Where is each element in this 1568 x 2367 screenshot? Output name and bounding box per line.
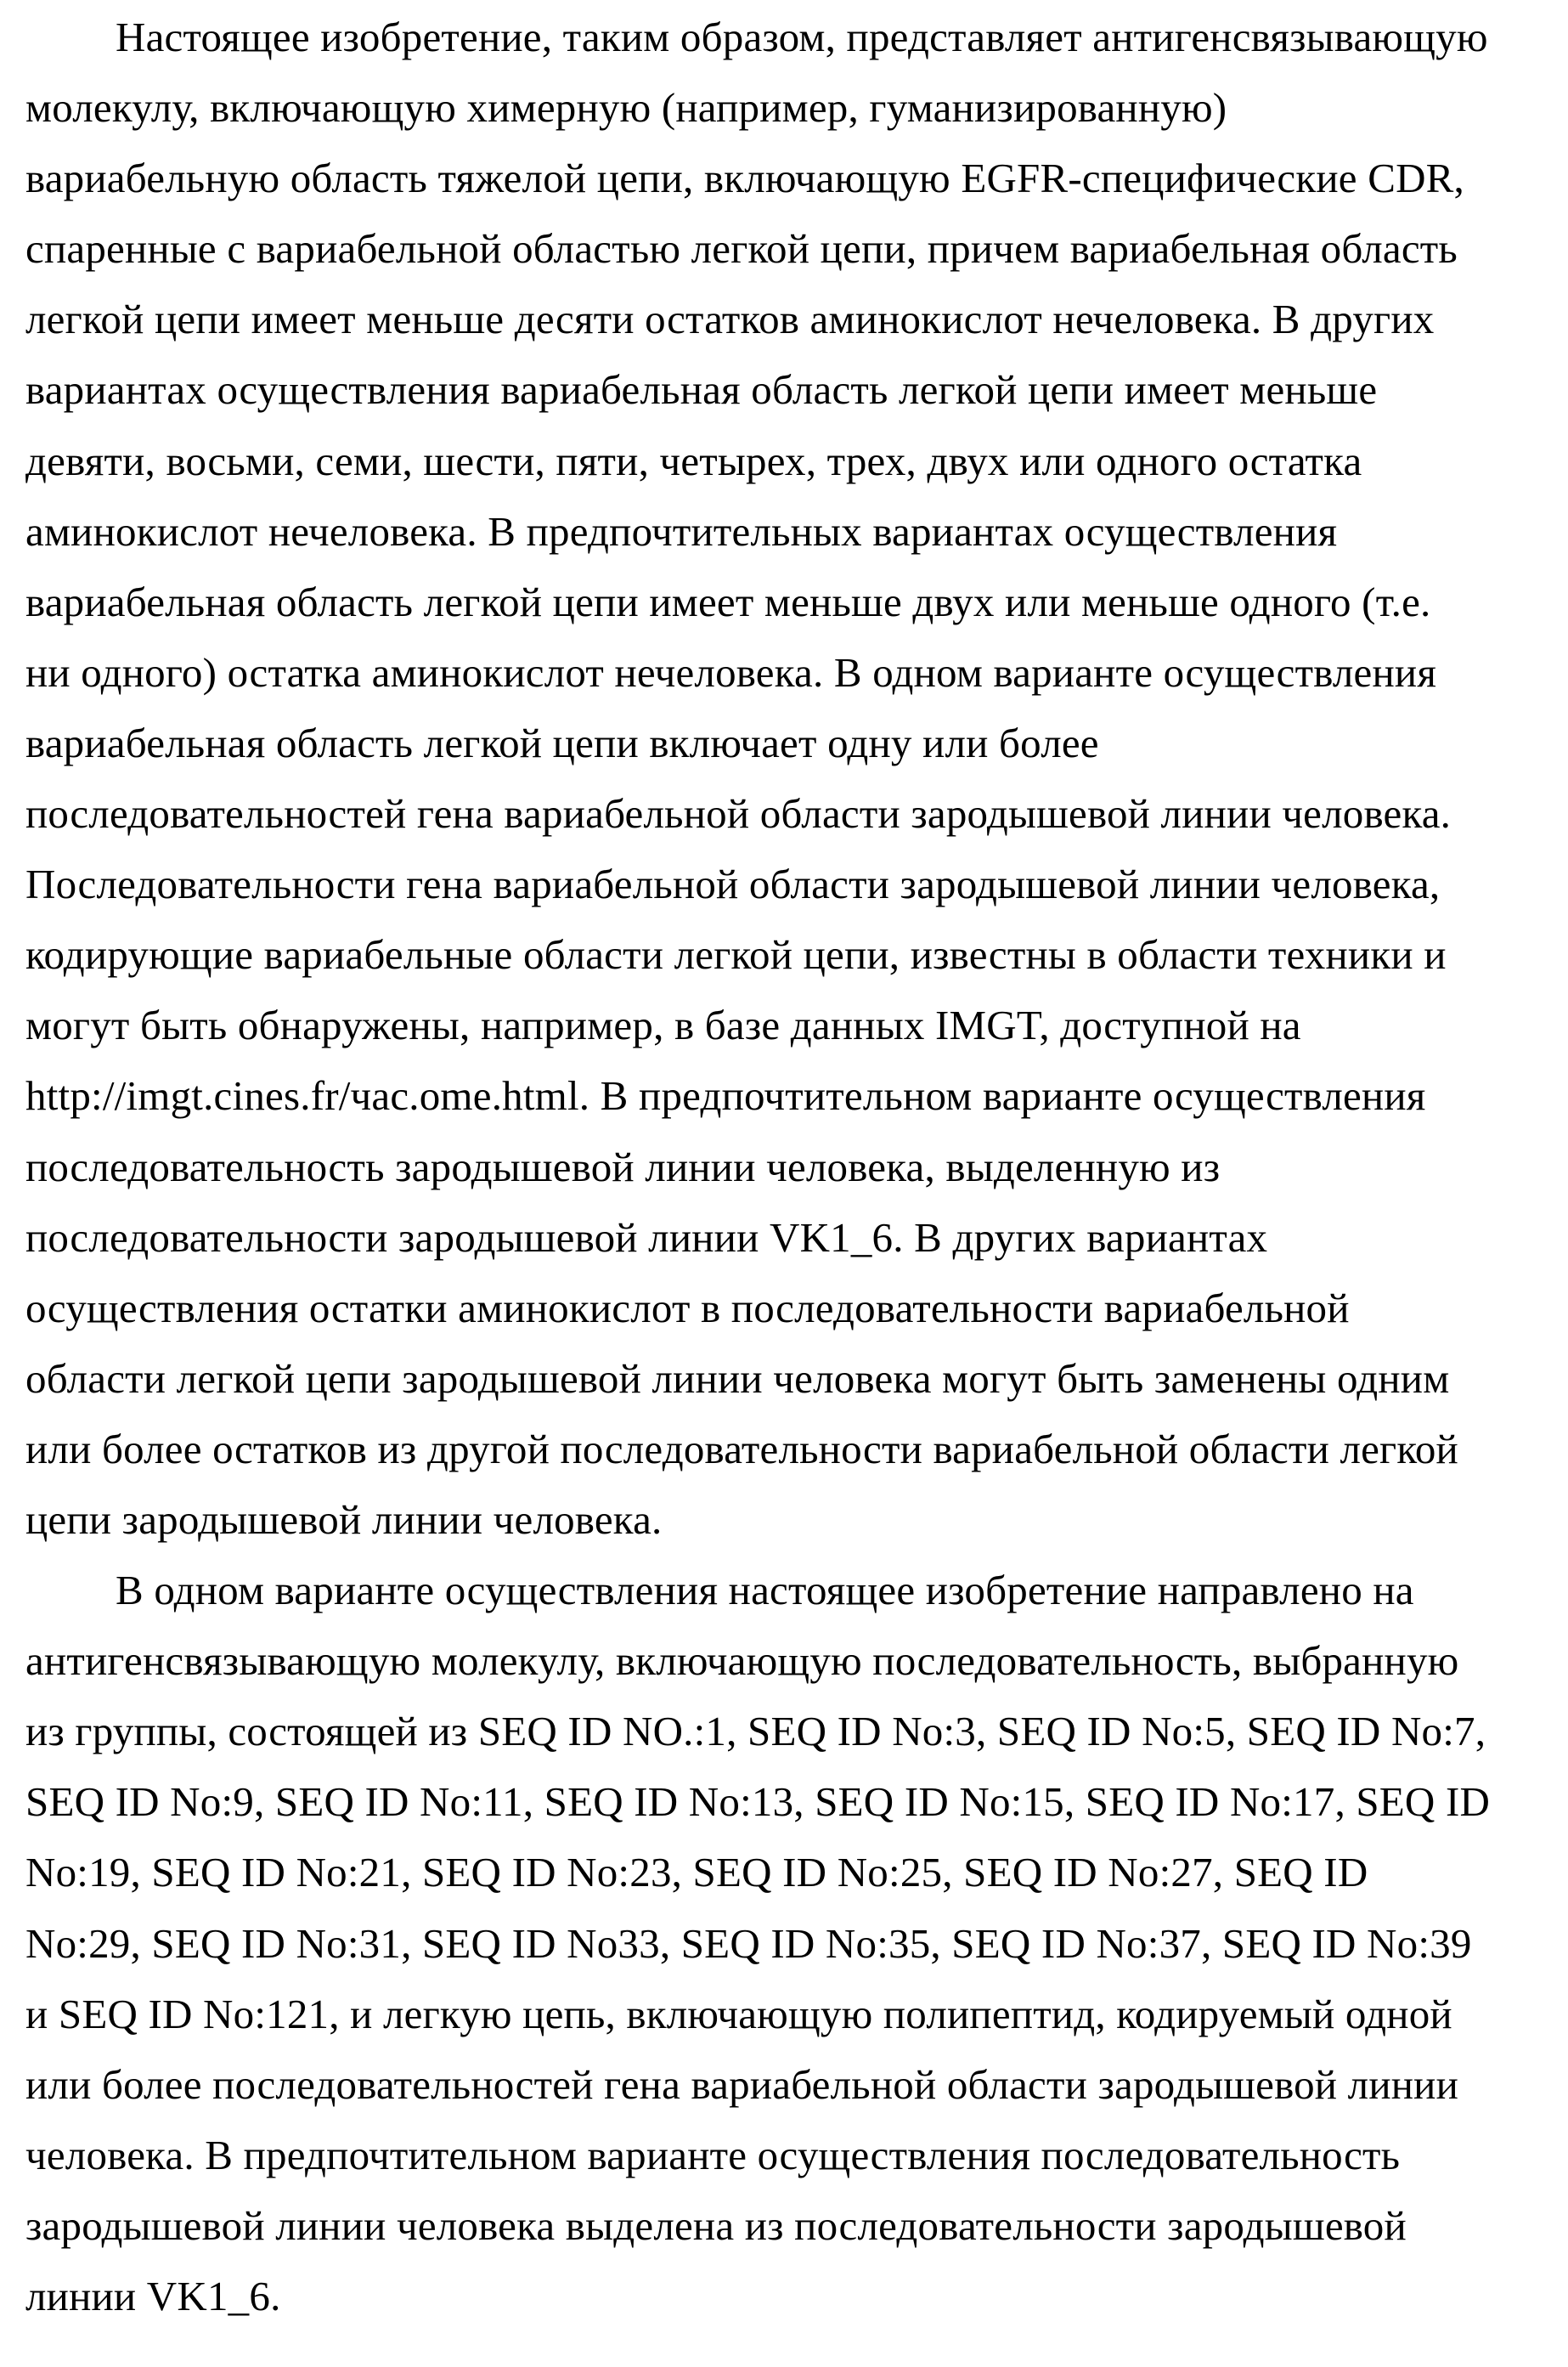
text-line: SEQ ID No:9, SEQ ID No:11, SEQ ID No:13, SEQ ID No:15, SEQ ID No:17, SEQ ID [25, 1778, 1491, 1826]
text-line: Настоящее изобретение, таким образом, представляет антигенсвязывающую [116, 14, 1488, 60]
text-line: области легкой цепи зародышевой линии человека могут быть заменены одним [25, 1354, 1450, 1402]
text-line: последовательности зародышевой линии VK1_6. В других вариантах [25, 1213, 1268, 1261]
text-line: вариабельная область легкой цепи включает одну или более [25, 719, 1099, 766]
text-line: или более остатков из другой последовательности вариабельной области легкой [25, 1425, 1458, 1472]
text-line: No:29, SEQ ID No:31, SEQ ID No33, SEQ ID No:35, SEQ ID No:37, SEQ ID No:39 [25, 1919, 1472, 1967]
text-line: осуществления остатки аминокислот в последовательности вариабельной [25, 1284, 1350, 1331]
text-line: последовательностей гена вариабельной области зародышевой линии человека. [25, 790, 1452, 838]
text-line: Последовательности гена вариабельной области зародышевой линии человека, [25, 861, 1441, 908]
text-line: вариантах осуществления вариабельная область легкой цепи имеет меньше [25, 366, 1378, 414]
text-line: кодирующие вариабельные области легкой цепи, известны в области техники и [25, 931, 1447, 979]
text-line: линии VK1_6. [25, 2273, 281, 2319]
text-line: No:19, SEQ ID No:21, SEQ ID No:23, SEQ ID No:25, SEQ ID No:27, SEQ ID [25, 1849, 1368, 1896]
text-block [25, 2, 1563, 2331]
text-line: последовательность зародышевой линии человека, выделенную из [25, 1143, 1221, 1190]
text-line: или более последовательностей гена вариабельной области зародышевой линии [25, 2060, 1459, 2108]
text-line: зародышевой линии человека выделена из последовательности зародышевой [25, 2201, 1407, 2249]
text-line: легкой цепи имеет меньше десяти остатков аминокислот нечеловека. В других [25, 296, 1435, 343]
text-line: и SEQ ID No:121, и легкую цепь, включающую полипептид, кодируемый одной [25, 1990, 1452, 2037]
text-line: могут быть обнаружены, например, в базе данных IMGT, доступной на [25, 1002, 1301, 1049]
paragraph [25, 2, 1563, 1555]
text-line: антигенсвязывающую молекулу, включающую последовательность, выбранную [25, 1637, 1459, 1685]
text-line: вариабельную область тяжелой цепи, включающую EGFR-специфические CDR, [25, 155, 1465, 202]
text-line: цепи зародышевой линии человека. [25, 1495, 663, 1543]
text-line: спаренные с вариабельной областью легкой цепи, причем вариабельная область [25, 225, 1458, 273]
text-line: девяти, восьми, семи, шести, пяти, четырех, трех, двух или одного остатка [25, 437, 1362, 484]
text-line: http://imgt.cines.fr/час.ome.html. В предпочтительном варианте осуществления [25, 1072, 1426, 1120]
text-line: В одном варианте осуществления настоящее изобретение направлено на [116, 1567, 1414, 1614]
text-line: вариабельная область легкой цепи имеет меньше двух или меньше одного (т.е. [25, 578, 1431, 625]
text-line: человека. В предпочтительном варианте осуществления последовательность [25, 2131, 1401, 2178]
text-line: из группы, состоящей из SEQ ID NO.:1, SEQ ID No:3, SEQ ID No:5, SEQ ID No:7, [25, 1708, 1486, 1755]
text-line: ни одного) остатка аминокислот нечеловека. В одном варианте осуществления [25, 648, 1437, 696]
paragraph [25, 1555, 1563, 2331]
text-line: аминокислот нечеловека. В предпочтительных вариантах осуществления [25, 507, 1338, 555]
text-line: молекулу, включающую химерную (например, гуманизированную) [25, 84, 1227, 132]
